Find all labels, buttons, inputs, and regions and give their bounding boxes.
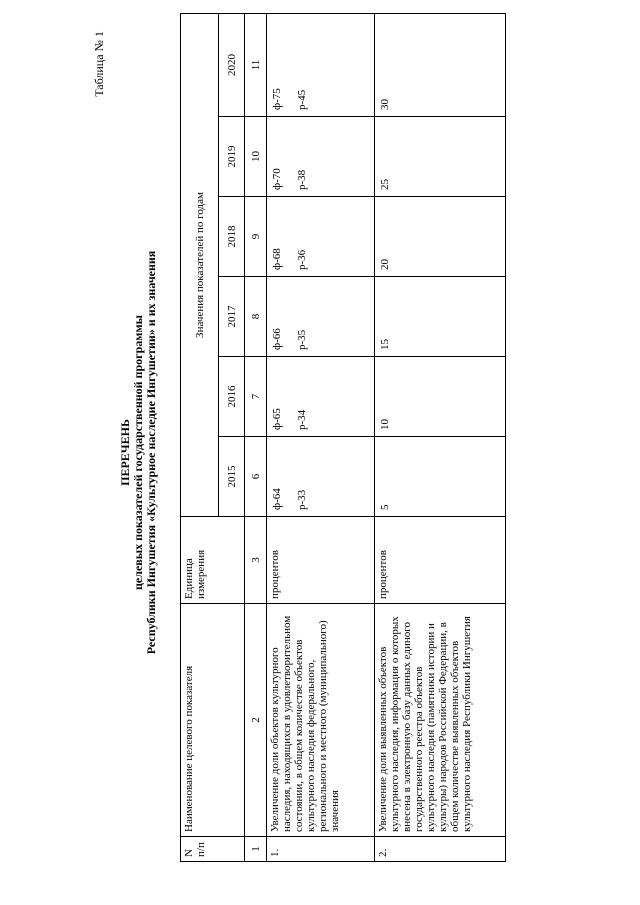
header-num: N п/п	[181, 837, 245, 862]
column-number: 7	[245, 357, 267, 437]
header-year: 2018	[219, 197, 245, 277]
fact-value: ф-64	[271, 488, 283, 510]
fact-value: ф-66	[271, 328, 283, 350]
value-cell: 30	[375, 13, 506, 116]
column-number: 2	[245, 604, 267, 837]
table-label: Таблица № 1	[92, 31, 106, 97]
fact-value: ф-75	[271, 88, 283, 110]
header-unit: Единица измерения	[181, 517, 245, 604]
value-cell	[267, 13, 375, 116]
value-cell	[267, 357, 375, 437]
value-cell: 5	[375, 437, 506, 517]
column-number: 10	[245, 117, 267, 197]
header-year: 2019	[219, 117, 245, 197]
plan-value: р-35	[296, 329, 308, 350]
header-name: Наименование целевого показателя	[181, 604, 245, 837]
indicators-table	[180, 13, 506, 862]
column-number: 11	[245, 13, 267, 116]
value-cell: 20	[375, 197, 506, 277]
row-num: 1.	[267, 837, 375, 862]
column-number: 9	[245, 197, 267, 277]
fact-value: ф-70	[271, 168, 283, 190]
plan-value: р-45	[296, 89, 308, 110]
fact-value: ф-65	[271, 408, 283, 430]
header-year: 2016	[219, 357, 245, 437]
value-cell: 25	[375, 117, 506, 197]
value-cell	[267, 197, 375, 277]
row-num: 2.	[375, 837, 506, 862]
header-year: 2017	[219, 277, 245, 357]
row-indicator-name: Увеличение доли выявленных объектов культурного наследия, информация о которых внесена в электронную базу данных единого государственного реестра объектов культурного наследия (памятники истории и культуры) народов Российской Федерации, в общем количестве выявленных объектов культурного наследия Республики Ингушетия	[375, 604, 506, 837]
plan-value: р-33	[296, 489, 308, 510]
value-cell	[267, 277, 375, 357]
header-row	[181, 13, 219, 861]
value-cell	[267, 437, 375, 517]
row-indicator-name: Увеличение доли объектов культурного наследия, находящихся в удовлетворительном состоянии, в общем количестве объектов культурного наследия федерального, регионального и местного (муниципального) значения	[267, 604, 375, 837]
column-number: 3	[245, 517, 267, 604]
column-number: 6	[245, 437, 267, 517]
header-values-group: Значения показателей по годам	[181, 13, 219, 516]
title-line-2: целевых показателей государственной программы	[131, 315, 145, 591]
value-cell: 15	[375, 277, 506, 357]
table-row	[375, 13, 506, 861]
column-number: 1	[245, 837, 267, 862]
column-number: 8	[245, 277, 267, 357]
table-row	[267, 13, 375, 861]
column-numbers-row	[245, 13, 267, 861]
title-line-1: ПЕРЕЧЕНЬ	[118, 419, 132, 486]
plan-value: р-38	[296, 169, 308, 190]
plan-value: р-34	[296, 409, 308, 430]
header-year: 2015	[219, 437, 245, 517]
plan-value: р-36	[296, 249, 308, 270]
title-line-3: Республики Ингушетия «Культурное наследие Ингушетии» и их значения	[144, 250, 158, 655]
fact-value: ф-68	[271, 248, 283, 270]
value-cell: 10	[375, 357, 506, 437]
header-year: 2020	[219, 13, 245, 116]
value-cell	[267, 117, 375, 197]
row-unit: процентов	[267, 517, 375, 604]
row-unit: процентов	[375, 517, 506, 604]
